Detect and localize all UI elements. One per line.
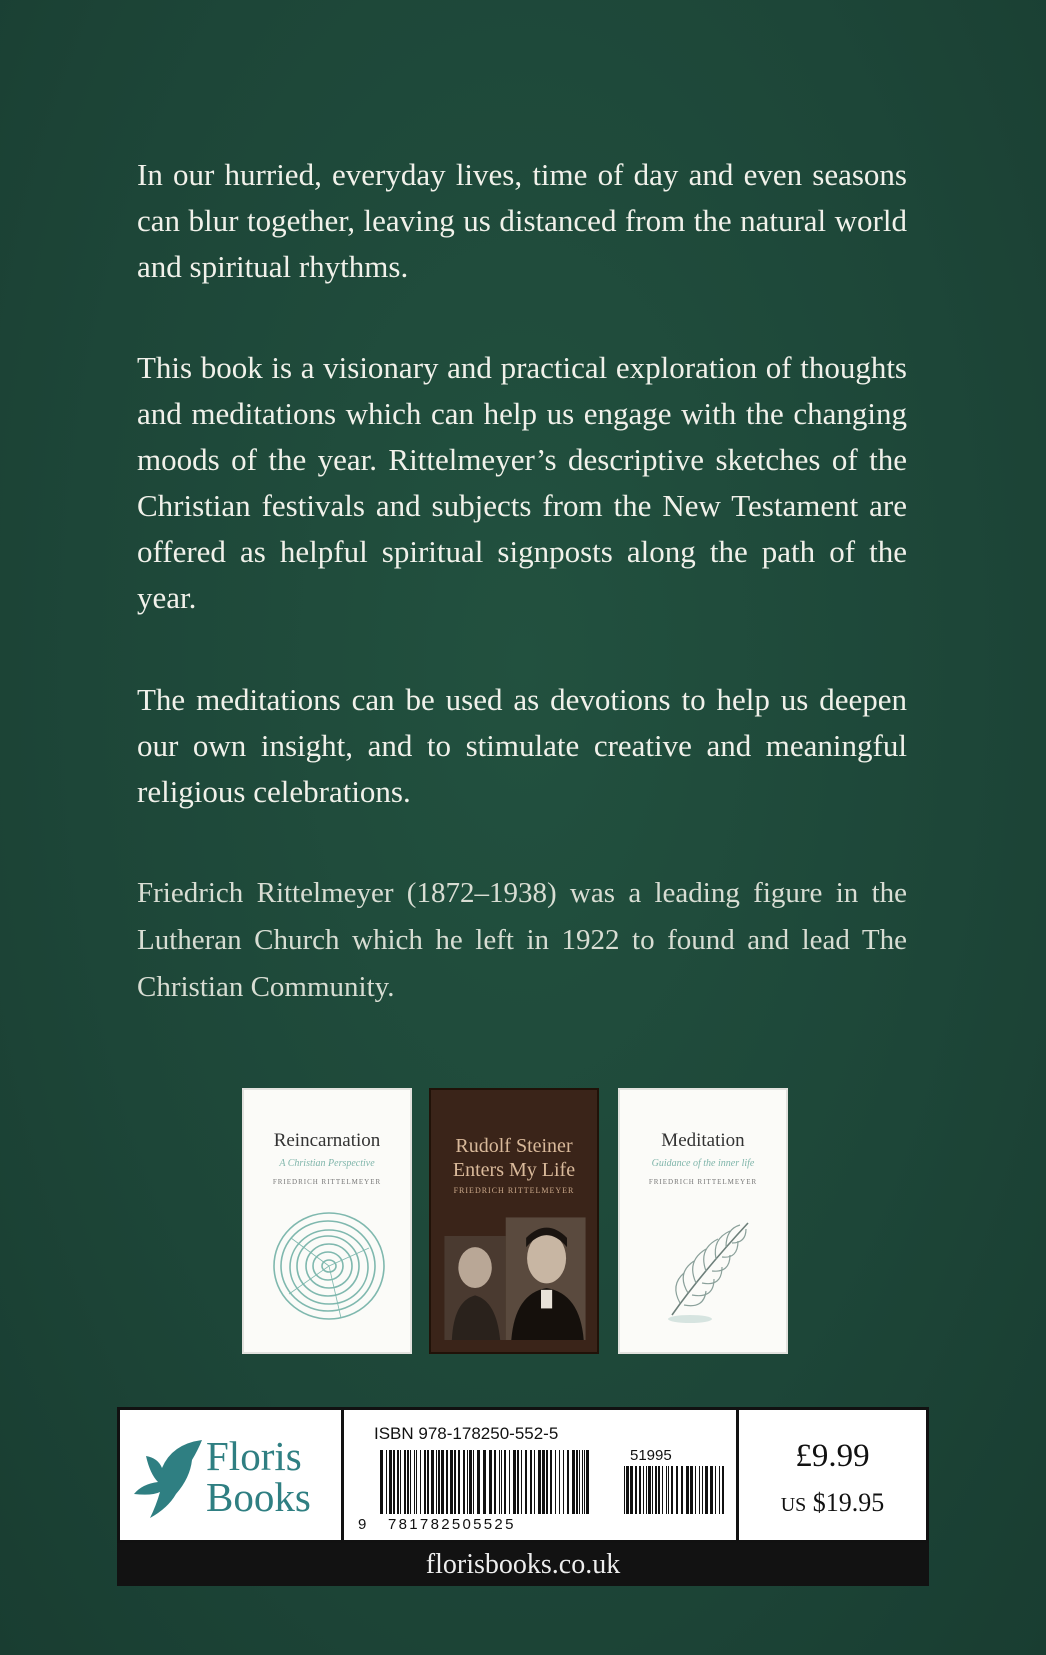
price-usd [739, 1488, 926, 1518]
barcode-area [344, 1410, 739, 1540]
book-title: Reincarnation [273, 1130, 381, 1151]
author-portraits [439, 1210, 591, 1340]
feather-icon [660, 1215, 760, 1325]
blurb-paragraph-1: In our hurried, everyday lives, time of day and even seasons can blur together, leaving us distanced from the natural world and spiritual rhythms. [137, 157, 907, 284]
barcode-lead-digit: 9 [358, 1516, 368, 1533]
price-gbp: £9.99 [795, 1438, 870, 1474]
addon-digits: 51995 [630, 1447, 672, 1464]
publisher-info-bar [117, 1407, 929, 1543]
isbn-label: ISBN 978-178250-552-5 [374, 1424, 559, 1443]
publisher-name-line-1: Floris [206, 1433, 302, 1479]
publisher-website: florisbooks.co.uk [117, 1543, 929, 1586]
related-book-rudolf-steiner [429, 1088, 599, 1354]
publisher-name-line-2: Books [206, 1474, 311, 1520]
tree-rings-icon [271, 1208, 387, 1324]
book-author: FRIEDRICH RITTELMEYER [648, 1178, 758, 1186]
ean-barcode [380, 1450, 590, 1514]
related-book-meditation [618, 1088, 788, 1354]
dove-icon [132, 1438, 204, 1520]
author-bio: Friedrich Rittelmeyer (1872–1938) was a leading figure in the Lutheran Church which he left in 1922 to found and lead The Christian Community. [137, 877, 907, 1003]
book-title-line-2: Enters My Life [452, 1159, 576, 1181]
related-book-reincarnation [242, 1088, 412, 1354]
barcode-digits: 781782505525 [388, 1516, 516, 1533]
book-author: FRIEDRICH RITTELMEYER [453, 1186, 575, 1195]
blurb-paragraph-2: This book is a visionary and practical exploration of thoughts and meditations which can help us engage with the changing moods of the year. Rittelmeyer’s descriptive sketches of the Christian festivals and subjects from the New Testament are offered as helpful spiritual signposts along the path of the year. [137, 350, 907, 615]
book-subtitle: Guidance of the inner life [651, 1158, 755, 1169]
price-usd-amount: $19.95 [812, 1488, 885, 1517]
book-title: Meditation [661, 1130, 745, 1151]
addon-barcode [624, 1466, 724, 1514]
price-box [739, 1410, 926, 1540]
book-author: FRIEDRICH RITTELMEYER [272, 1178, 382, 1186]
blurb-paragraph-3: The meditations can be used as devotions to help us deepen our own insight, and to stimulate creative and meaningful religious celebrations. [137, 682, 907, 809]
book-title-line-1: Rudolf Steiner [455, 1135, 573, 1157]
book-subtitle: A Christian Perspective [279, 1158, 375, 1169]
publisher-logo [120, 1410, 344, 1540]
price-usd-prefix: US [780, 1494, 807, 1516]
